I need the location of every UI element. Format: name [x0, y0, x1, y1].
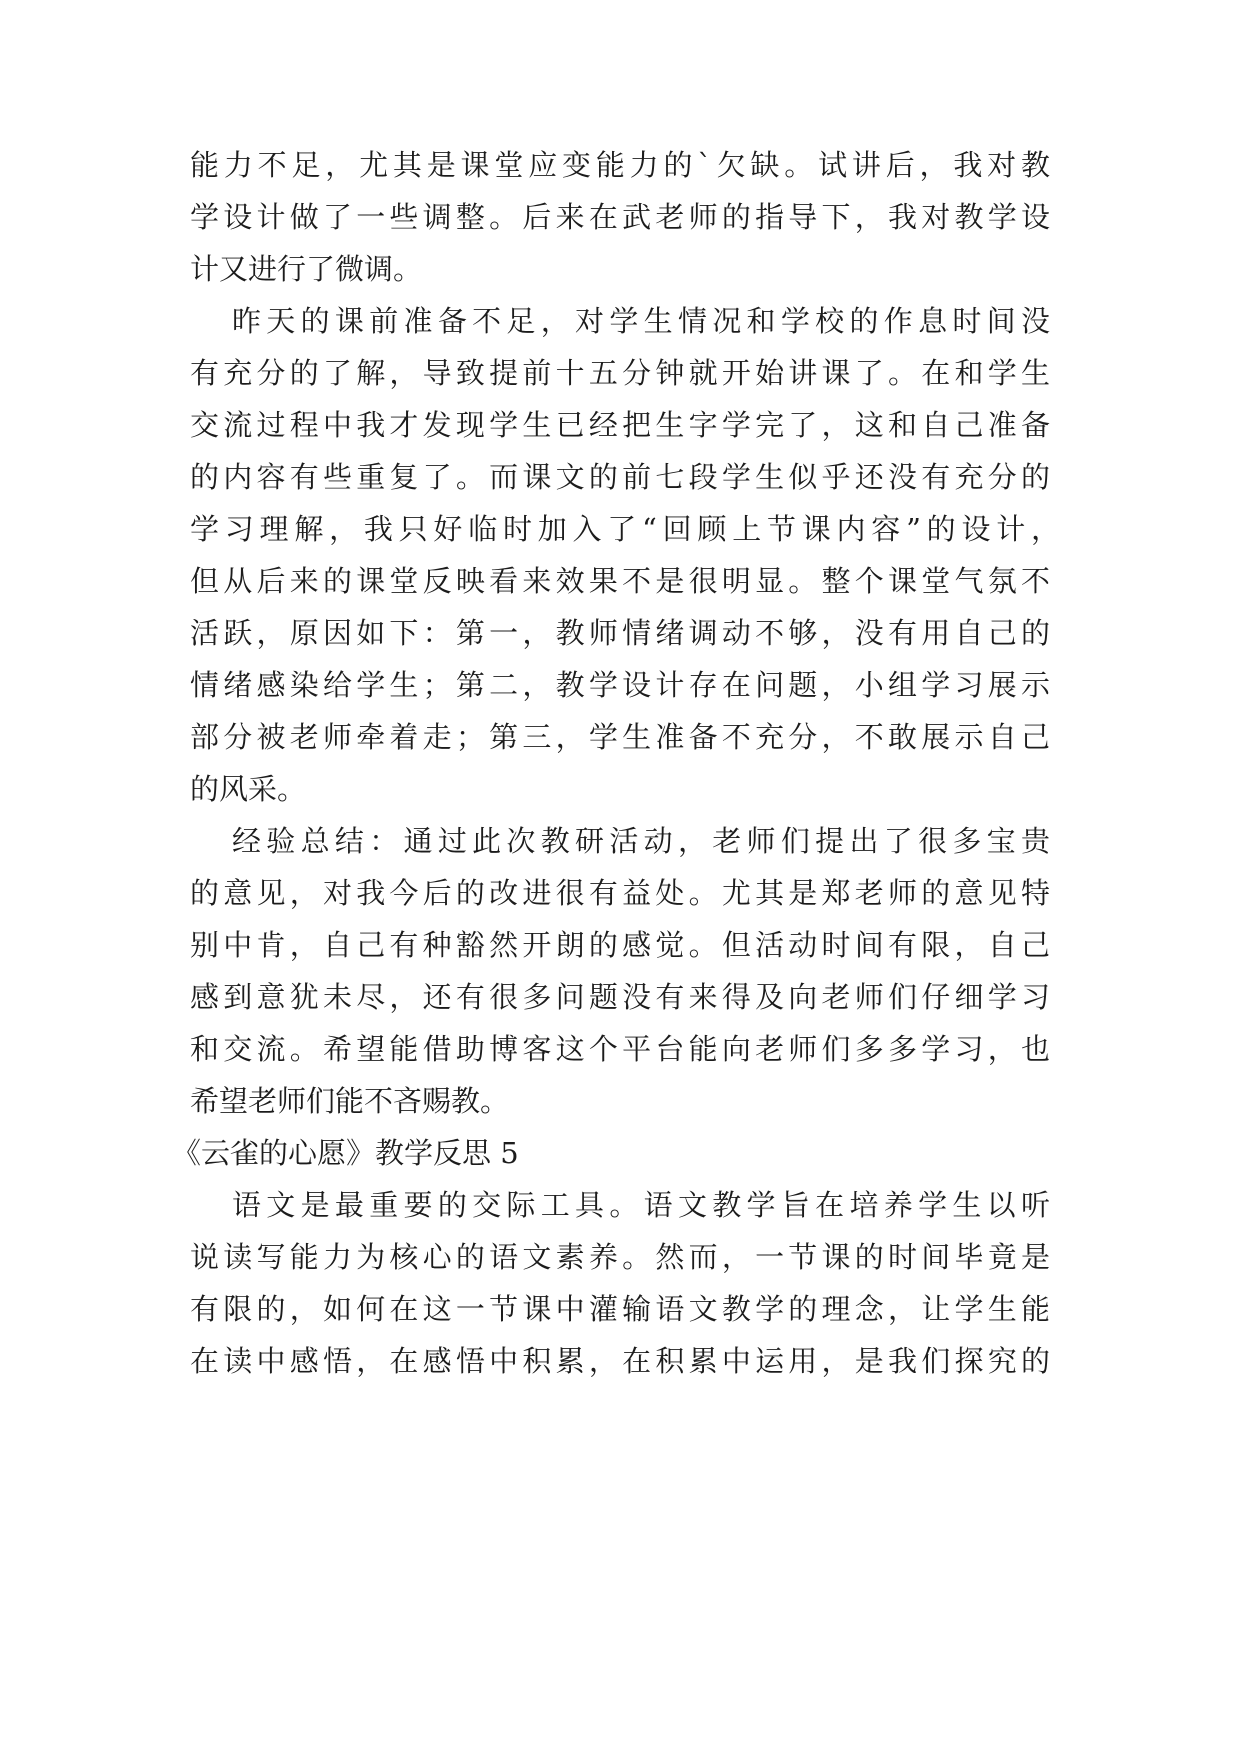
text-line: 情绪感染给学生；第二，教学设计存在问题，小组学习展示 [190, 668, 1050, 702]
paragraph-preparation [190, 295, 1060, 815]
text-line: 交流过程中我才发现学生已经把生字学完了，这和自己准备 [190, 408, 1050, 442]
text-line: 的风采。 [190, 772, 307, 806]
paragraph-summary [190, 815, 1050, 1127]
text-line: 希望老师们能不吝赐教。 [190, 1084, 510, 1118]
text-line: 说读写能力为核心的语文素养。然而，一节课的时间毕竟是 [190, 1240, 1050, 1274]
text-line: 有限的，如何在这一节课中灌输语文教学的理念，让学生能 [190, 1292, 1050, 1326]
text-line: 学设计做了一些调整。后来在武老师的指导下，我对教学设 [190, 200, 1050, 234]
text-line: 能力不足，尤其是课堂应变能力的`欠缺。试讲后，我对教 [190, 148, 1050, 182]
text-line: 计又进行了微调。 [190, 252, 423, 286]
paragraph-language-teaching [190, 1179, 1050, 1387]
text-line: 活跃，原因如下：第一，教师情绪调动不够，没有用自己的 [190, 616, 1050, 650]
section-heading: 《云雀的心愿》教学反思 5 [172, 1136, 519, 1170]
document-body [172, 139, 1060, 1387]
text-line: 有充分的了解，导致提前十五分钟就开始讲课了。在和学生 [190, 356, 1050, 390]
text-line: 的内容有些重复了。而课文的前七段学生似乎还没有充分的 [190, 460, 1050, 494]
text-line: 部分被老师牵着走；第三，学生准备不充分，不敢展示自己 [190, 720, 1050, 754]
text-line: 学习理解，我只好临时加入了“回顾上节课内容”的设计， [190, 512, 1060, 546]
paragraph-continued [190, 139, 1050, 295]
text-line: 和交流。希望能借助博客这个平台能向老师们多多学习，也 [190, 1032, 1050, 1066]
text-line: 在读中感悟，在感悟中积累，在积累中运用，是我们探究的 [190, 1344, 1050, 1378]
text-line: 感到意犹未尽，还有很多问题没有来得及向老师们仔细学习 [190, 980, 1050, 1014]
text-line: 经验总结：通过此次教研活动，老师们提出了很多宝贵 [232, 824, 1050, 858]
text-line: 别中肯，自己有种豁然开朗的感觉。但活动时间有限，自己 [190, 928, 1050, 962]
text-line: 语文是最重要的交际工具。语文教学旨在培养学生以听 [232, 1188, 1050, 1222]
text-line: 但从后来的课堂反映看来效果不是很明显。整个课堂气氛不 [190, 564, 1050, 598]
text-line: 昨天的课前准备不足，对学生情况和学校的作息时间没 [232, 304, 1050, 338]
text-line: 的意见，对我今后的改进很有益处。尤其是郑老师的意见特 [190, 876, 1050, 910]
